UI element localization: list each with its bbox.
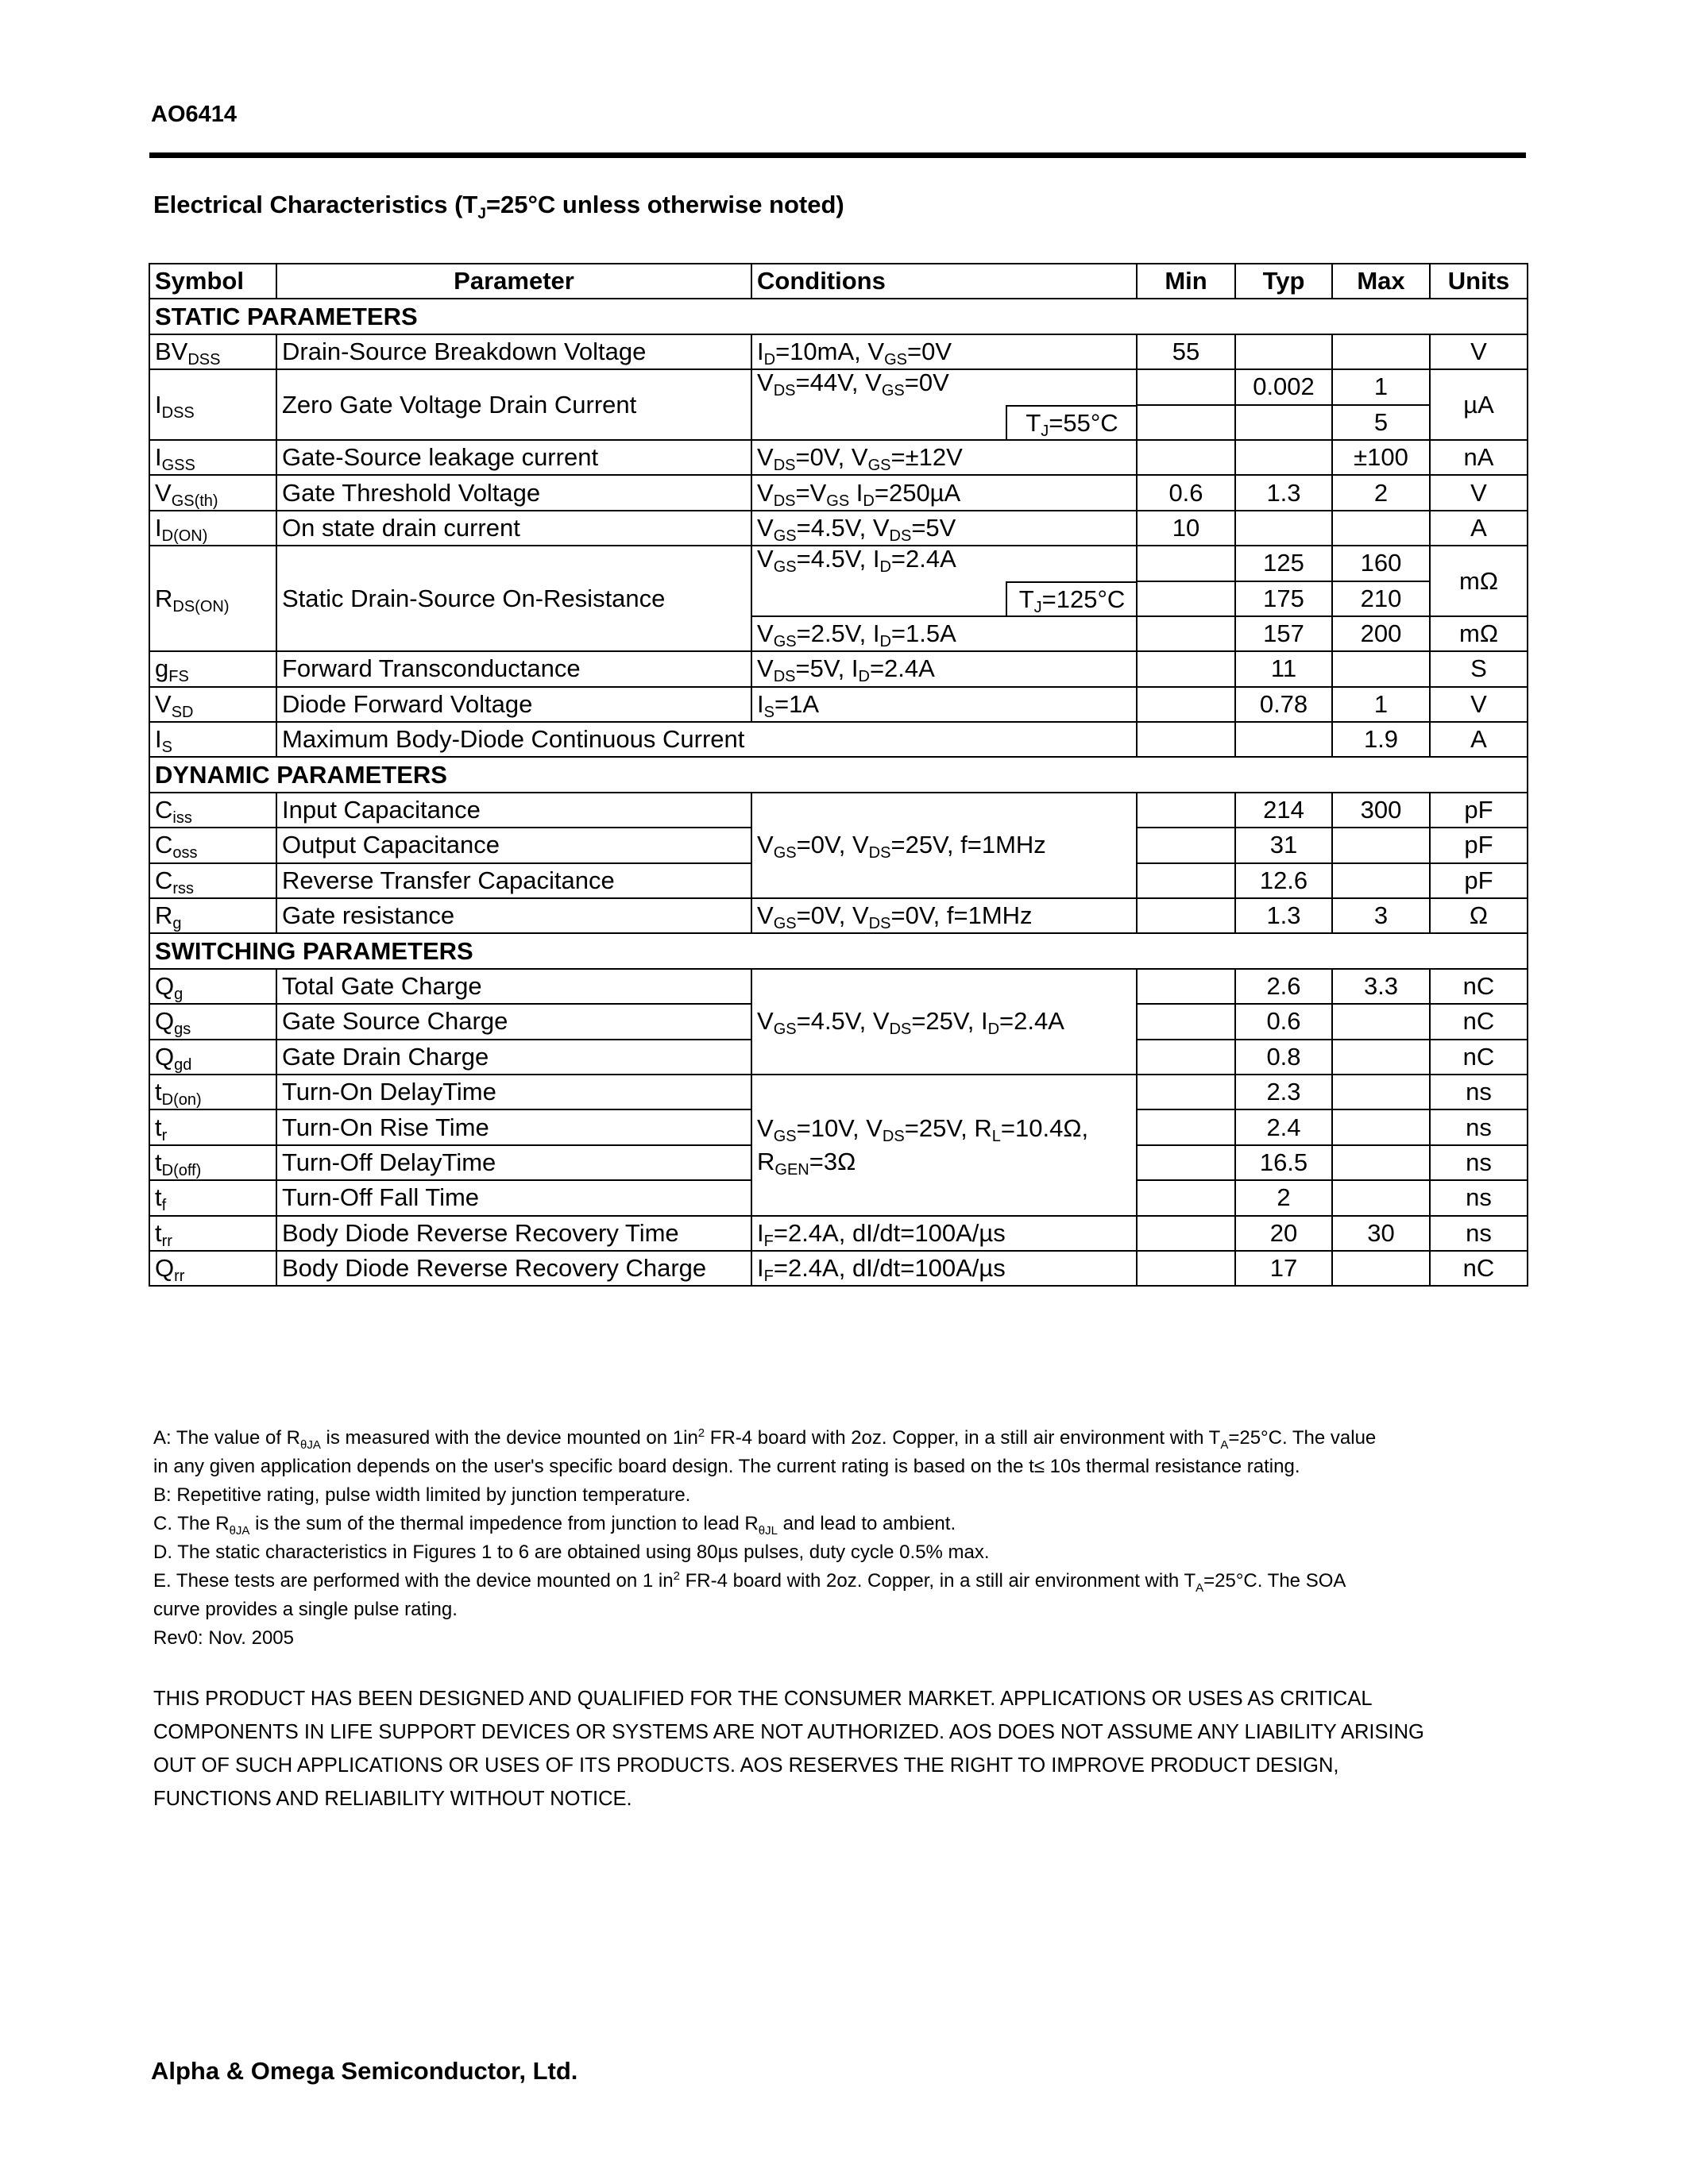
parameter-cell: Body Diode Reverse Recovery Charge (276, 1251, 751, 1286)
max-cell: ±100 (1332, 440, 1430, 475)
table-row (149, 475, 1528, 510)
min-cell (1137, 1004, 1235, 1039)
min-cell (1137, 898, 1235, 933)
typ-cell (1235, 405, 1332, 440)
header-rule (149, 152, 1526, 158)
max-cell (1332, 863, 1430, 898)
section-static: STATIC PARAMETERS (149, 299, 1528, 334)
min-cell: 55 (1137, 334, 1235, 369)
min-cell: 10 (1137, 511, 1235, 546)
note-d: D. The static characteristics in Figures 1 to 6 are obtained using 80µs pulses, duty cycle 0.5% max. (153, 1542, 990, 1563)
min-cell (1137, 1040, 1235, 1075)
unit-cell: S (1430, 651, 1528, 686)
unit-cell: ns (1430, 1109, 1528, 1144)
col-parameter: Parameter (276, 264, 751, 299)
symbol-cell: $t_{D(off)}$ (149, 1145, 276, 1180)
max-cell: 3 (1332, 898, 1430, 933)
table-row (149, 334, 1528, 369)
footnotes (153, 1424, 1535, 1653)
symbol-cell: $t_f$ (149, 1180, 276, 1215)
disclaimer-line: OUT OF SUCH APPLICATIONS OR USES OF ITS PRODUCTS. AOS RESERVES THE RIGHT TO IMPROVE PRODUCT DESIGN, (153, 1754, 1339, 1777)
min-cell (1137, 863, 1235, 898)
table-row (149, 722, 1528, 757)
min-cell (1137, 1216, 1235, 1251)
electrical-characteristics-table (149, 263, 1528, 1287)
disclaimer-line: FUNCTIONS AND RELIABILITY WITHOUT NOTICE. (153, 1788, 632, 1810)
typ-cell: 11 (1235, 651, 1332, 686)
section-title: Electrical Characteristics ($T_J=25^\circ C$ unless otherwise noted) (153, 191, 844, 223)
symbol-cell: $Q_{gd}$ (149, 1040, 276, 1075)
parameter-cell: Gate resistance (276, 898, 751, 933)
typ-cell: 0.002 (1235, 369, 1332, 404)
parameter-cell: Turn-On DelayTime (276, 1075, 751, 1109)
max-cell: 2 (1332, 475, 1430, 510)
unit-cell: nC (1430, 1040, 1528, 1075)
symbol-cell: $I_{DSS}$ (149, 369, 276, 440)
unit-cell: nC (1430, 1251, 1528, 1286)
section-switching: SWITCHING PARAMETERS (149, 933, 1528, 968)
min-cell (1137, 651, 1235, 686)
condition-cell: $V_{GS}=0V$, $V_{DS}=0V$, f=1MHz (751, 898, 1137, 933)
symbol-cell: $Q_g$ (149, 969, 276, 1004)
max-cell (1332, 1075, 1430, 1109)
min-cell (1137, 687, 1235, 722)
parameter-cell: Forward Transconductance (276, 651, 751, 686)
typ-cell: 214 (1235, 793, 1332, 828)
min-cell (1137, 616, 1235, 651)
max-cell (1332, 651, 1430, 686)
typ-cell: 16.5 (1235, 1145, 1332, 1180)
min-cell (1137, 828, 1235, 862)
symbol-cell: $V_{SD}$ (149, 687, 276, 722)
table-header-row (149, 264, 1528, 299)
condition-cell: $I_F=2.4A$, dI/dt=100A/µs (751, 1251, 1137, 1286)
col-units: Units (1430, 264, 1528, 299)
disclaimer (153, 1682, 1535, 1815)
condition-cell: $V_{GS}=4.5V$, $V_{DS}=5V$ (751, 511, 1137, 546)
parameter-cell: Turn-On Rise Time (276, 1109, 751, 1144)
condition-cell: $V_{GS}=4.5V$, $I_D=2.4A$ $T_J=125^\circ C$ (751, 546, 1137, 616)
max-cell (1332, 334, 1430, 369)
condition-cell: $I_F=2.4A$, dI/dt=100A/µs (751, 1216, 1137, 1251)
parameter-cell: Diode Forward Voltage (276, 687, 751, 722)
condition-cell: $V_{DS}=5V$, $I_D=2.4A$ (751, 651, 1137, 686)
condition-cell: $V_{DS}=V_{GS}$ $I_D=250\mu A$ (751, 475, 1137, 510)
table-row (149, 511, 1528, 546)
typ-cell (1235, 511, 1332, 546)
unit-cell: mΩ (1430, 546, 1528, 616)
max-cell (1332, 1251, 1430, 1286)
typ-cell (1235, 334, 1332, 369)
typ-cell: 2.6 (1235, 969, 1332, 1004)
condition-cell: $I_S=1A$ (751, 687, 1137, 722)
part-number: AO6414 (151, 102, 238, 127)
max-cell (1332, 1109, 1430, 1144)
table-row (149, 546, 1528, 581)
condition-cell: $V_{GS}=2.5V$, $I_D=1.5A$ (751, 616, 1137, 651)
parameter-cell: Turn-Off Fall Time (276, 1180, 751, 1215)
note-e-cont: curve provides a single pulse rating. (153, 1599, 458, 1620)
typ-cell: 175 (1235, 581, 1332, 616)
typ-cell: 1.3 (1235, 898, 1332, 933)
max-cell (1332, 1145, 1430, 1180)
note-a-cont: in any given application depends on the user's specific board design. The current rating is based on the t≤ 10s thermal resistance rating. (153, 1456, 1300, 1477)
parameter-cell: Drain-Source Breakdown Voltage (276, 334, 751, 369)
typ-cell: 125 (1235, 546, 1332, 581)
typ-cell: 2.3 (1235, 1075, 1332, 1109)
company-name: Alpha & Omega Semiconductor, Ltd. (151, 2057, 578, 2085)
typ-cell: 1.3 (1235, 475, 1332, 510)
unit-cell: ns (1430, 1216, 1528, 1251)
note-b: B: Repetitive rating, pulse width limited by junction temperature. (153, 1484, 691, 1506)
table-row (149, 369, 1528, 404)
col-max: Max (1332, 264, 1430, 299)
unit-cell: Ω (1430, 898, 1528, 933)
min-cell (1137, 369, 1235, 404)
unit-cell: V (1430, 334, 1528, 369)
unit-cell: ns (1430, 1180, 1528, 1215)
symbol-cell: $C_{rss}$ (149, 863, 276, 898)
tj-condition: $T_J=125^\circ C$ (1006, 581, 1137, 616)
max-cell: 300 (1332, 793, 1430, 828)
condition-cell: $I_D=10mA$, $V_{GS}=0V$ (751, 334, 1137, 369)
parameter-cell: Gate Drain Charge (276, 1040, 751, 1075)
parameter-cell: Static Drain-Source On-Resistance (276, 546, 751, 651)
col-symbol: Symbol (149, 264, 276, 299)
min-cell (1137, 1075, 1235, 1109)
max-cell: 200 (1332, 616, 1430, 651)
condition-cell: $V_{DS}=44V$, $V_{GS}=0V$ $T_J=55^\circ C$ (751, 369, 1137, 440)
typ-cell: 157 (1235, 616, 1332, 651)
min-cell (1137, 1145, 1235, 1180)
parameter-cell: Body Diode Reverse Recovery Time (276, 1216, 751, 1251)
table-row (149, 793, 1528, 828)
min-cell (1137, 1251, 1235, 1286)
symbol-cell: $V_{GS(th)}$ (149, 475, 276, 510)
symbol-cell: $R_g$ (149, 898, 276, 933)
typ-cell: 0.78 (1235, 687, 1332, 722)
parameter-cell: Output Capacitance (276, 828, 751, 862)
unit-cell: nC (1430, 1004, 1528, 1039)
max-cell: 1 (1332, 687, 1430, 722)
unit-cell: A (1430, 722, 1528, 757)
symbol-cell: $t_{rr}$ (149, 1216, 276, 1251)
typ-cell: 31 (1235, 828, 1332, 862)
unit-cell: V (1430, 475, 1528, 510)
parameter-cell: Maximum Body-Diode Continuous Current (276, 722, 1137, 757)
table-row (149, 1075, 1528, 1109)
symbol-cell: $I_{GSS}$ (149, 440, 276, 475)
symbol-cell: $g_{FS}$ (149, 651, 276, 686)
parameter-cell: Zero Gate Voltage Drain Current (276, 369, 751, 440)
typ-cell: 2.4 (1235, 1109, 1332, 1144)
typ-cell: 2 (1235, 1180, 1332, 1215)
table-row (149, 651, 1528, 686)
typ-cell: 0.6 (1235, 1004, 1332, 1039)
max-cell (1332, 1040, 1430, 1075)
max-cell (1332, 1180, 1430, 1215)
parameter-cell: Gate-Source leakage current (276, 440, 751, 475)
unit-cell: pF (1430, 793, 1528, 828)
min-cell (1137, 1180, 1235, 1215)
table-row (149, 1251, 1528, 1286)
section-dynamic: DYNAMIC PARAMETERS (149, 757, 1528, 792)
tj-condition: $T_J=55^\circ C$ (1006, 405, 1137, 440)
unit-cell: pF (1430, 828, 1528, 862)
symbol-cell: $t_r$ (149, 1109, 276, 1144)
unit-cell: ns (1430, 1145, 1528, 1180)
min-cell (1137, 405, 1235, 440)
col-typ: Typ (1235, 264, 1332, 299)
disclaimer-line: COMPONENTS IN LIFE SUPPORT DEVICES OR SYSTEMS ARE NOT AUTHORIZED. AOS DOES NOT ASSUME ANY LIABILITY ARISING (153, 1721, 1424, 1743)
max-cell (1332, 511, 1430, 546)
condition-cell: $V_{DS}=0V$, $V_{GS}=\pm 12V$ (751, 440, 1137, 475)
table-row (149, 898, 1528, 933)
symbol-cell: $Q_{rr}$ (149, 1251, 276, 1286)
parameter-cell: On state drain current (276, 511, 751, 546)
min-cell (1137, 581, 1235, 616)
revision: Rev0: Nov. 2005 (153, 1627, 294, 1649)
note-a: A: The value of $R_{\theta JA}$ is measured with the device mounted on $1in^2$ FR-4 board with 2oz. Copper, in a still air environment with $T_A=25^\circ C$. The value (153, 1426, 1377, 1452)
table-row (149, 687, 1528, 722)
min-cell (1137, 440, 1235, 475)
unit-cell: ns (1430, 1075, 1528, 1109)
parameter-cell: Turn-Off DelayTime (276, 1145, 751, 1180)
typ-cell: 0.8 (1235, 1040, 1332, 1075)
min-cell: 0.6 (1137, 475, 1235, 510)
col-conditions: Conditions (751, 264, 1137, 299)
max-cell: 210 (1332, 581, 1430, 616)
max-cell: 5 (1332, 405, 1430, 440)
typ-cell (1235, 440, 1332, 475)
max-cell (1332, 828, 1430, 862)
table-row (149, 1216, 1528, 1251)
table-row (149, 440, 1528, 475)
parameter-cell: Gate Threshold Voltage (276, 475, 751, 510)
parameter-cell: Gate Source Charge (276, 1004, 751, 1039)
unit-cell: nA (1430, 440, 1528, 475)
parameter-cell: Input Capacitance (276, 793, 751, 828)
min-cell (1137, 546, 1235, 581)
symbol-cell: $Q_{gs}$ (149, 1004, 276, 1039)
symbol-cell: $R_{DS(ON)}$ (149, 546, 276, 651)
unit-cell: V (1430, 687, 1528, 722)
unit-cell: A (1430, 511, 1528, 546)
symbol-cell: $I_S$ (149, 722, 276, 757)
typ-cell: 12.6 (1235, 863, 1332, 898)
max-cell (1332, 1004, 1430, 1039)
unit-cell: pF (1430, 863, 1528, 898)
max-cell: 30 (1332, 1216, 1430, 1251)
unit-cell: nC (1430, 969, 1528, 1004)
symbol-cell: $BV_{DSS}$ (149, 334, 276, 369)
note-e: E. These tests are performed with the device mounted on 1 $in^2$ FR-4 board with 2oz. Copper, in a still air environment with $T_A=25^\circ C$. The SOA (153, 1569, 1346, 1595)
min-cell (1137, 969, 1235, 1004)
min-cell (1137, 793, 1235, 828)
typ-cell: 17 (1235, 1251, 1332, 1286)
disclaimer-line: THIS PRODUCT HAS BEEN DESIGNED AND QUALIFIED FOR THE CONSUMER MARKET. APPLICATIONS OR USES AS CRITICAL (153, 1688, 1373, 1710)
unit-cell: µA (1430, 369, 1528, 440)
unit-cell: mΩ (1430, 616, 1528, 651)
typ-cell: 20 (1235, 1216, 1332, 1251)
max-cell: 1 (1332, 369, 1430, 404)
condition-cell: $V_{GS}=4.5V$, $V_{DS}=25V$, $I_D=2.4A$ (751, 969, 1137, 1075)
typ-cell (1235, 722, 1332, 757)
parameter-cell: Reverse Transfer Capacitance (276, 863, 751, 898)
max-cell: 3.3 (1332, 969, 1430, 1004)
condition-cell: $V_{GS}=10V$, $V_{DS}=25V$, $R_L=10.4\Omega$, $R_{GEN}=3\Omega$ (751, 1075, 1137, 1216)
symbol-cell: $C_{oss}$ (149, 828, 276, 862)
col-min: Min (1137, 264, 1235, 299)
max-cell: 1.9 (1332, 722, 1430, 757)
min-cell (1137, 1109, 1235, 1144)
min-cell (1137, 722, 1235, 757)
symbol-cell: $t_{D(on)}$ (149, 1075, 276, 1109)
symbol-cell: $I_{D(ON)}$ (149, 511, 276, 546)
condition-cell: $V_{GS}=0V$, $V_{DS}=25V$, f=1MHz (751, 793, 1137, 898)
parameter-cell: Total Gate Charge (276, 969, 751, 1004)
table-row (149, 969, 1528, 1004)
symbol-cell: $C_{iss}$ (149, 793, 276, 828)
note-c: C. The $R_{\theta JA}$ is the sum of the thermal impedence from junction to lead $R_{\theta JL}$ and lead to ambient. (153, 1513, 956, 1538)
max-cell: 160 (1332, 546, 1430, 581)
